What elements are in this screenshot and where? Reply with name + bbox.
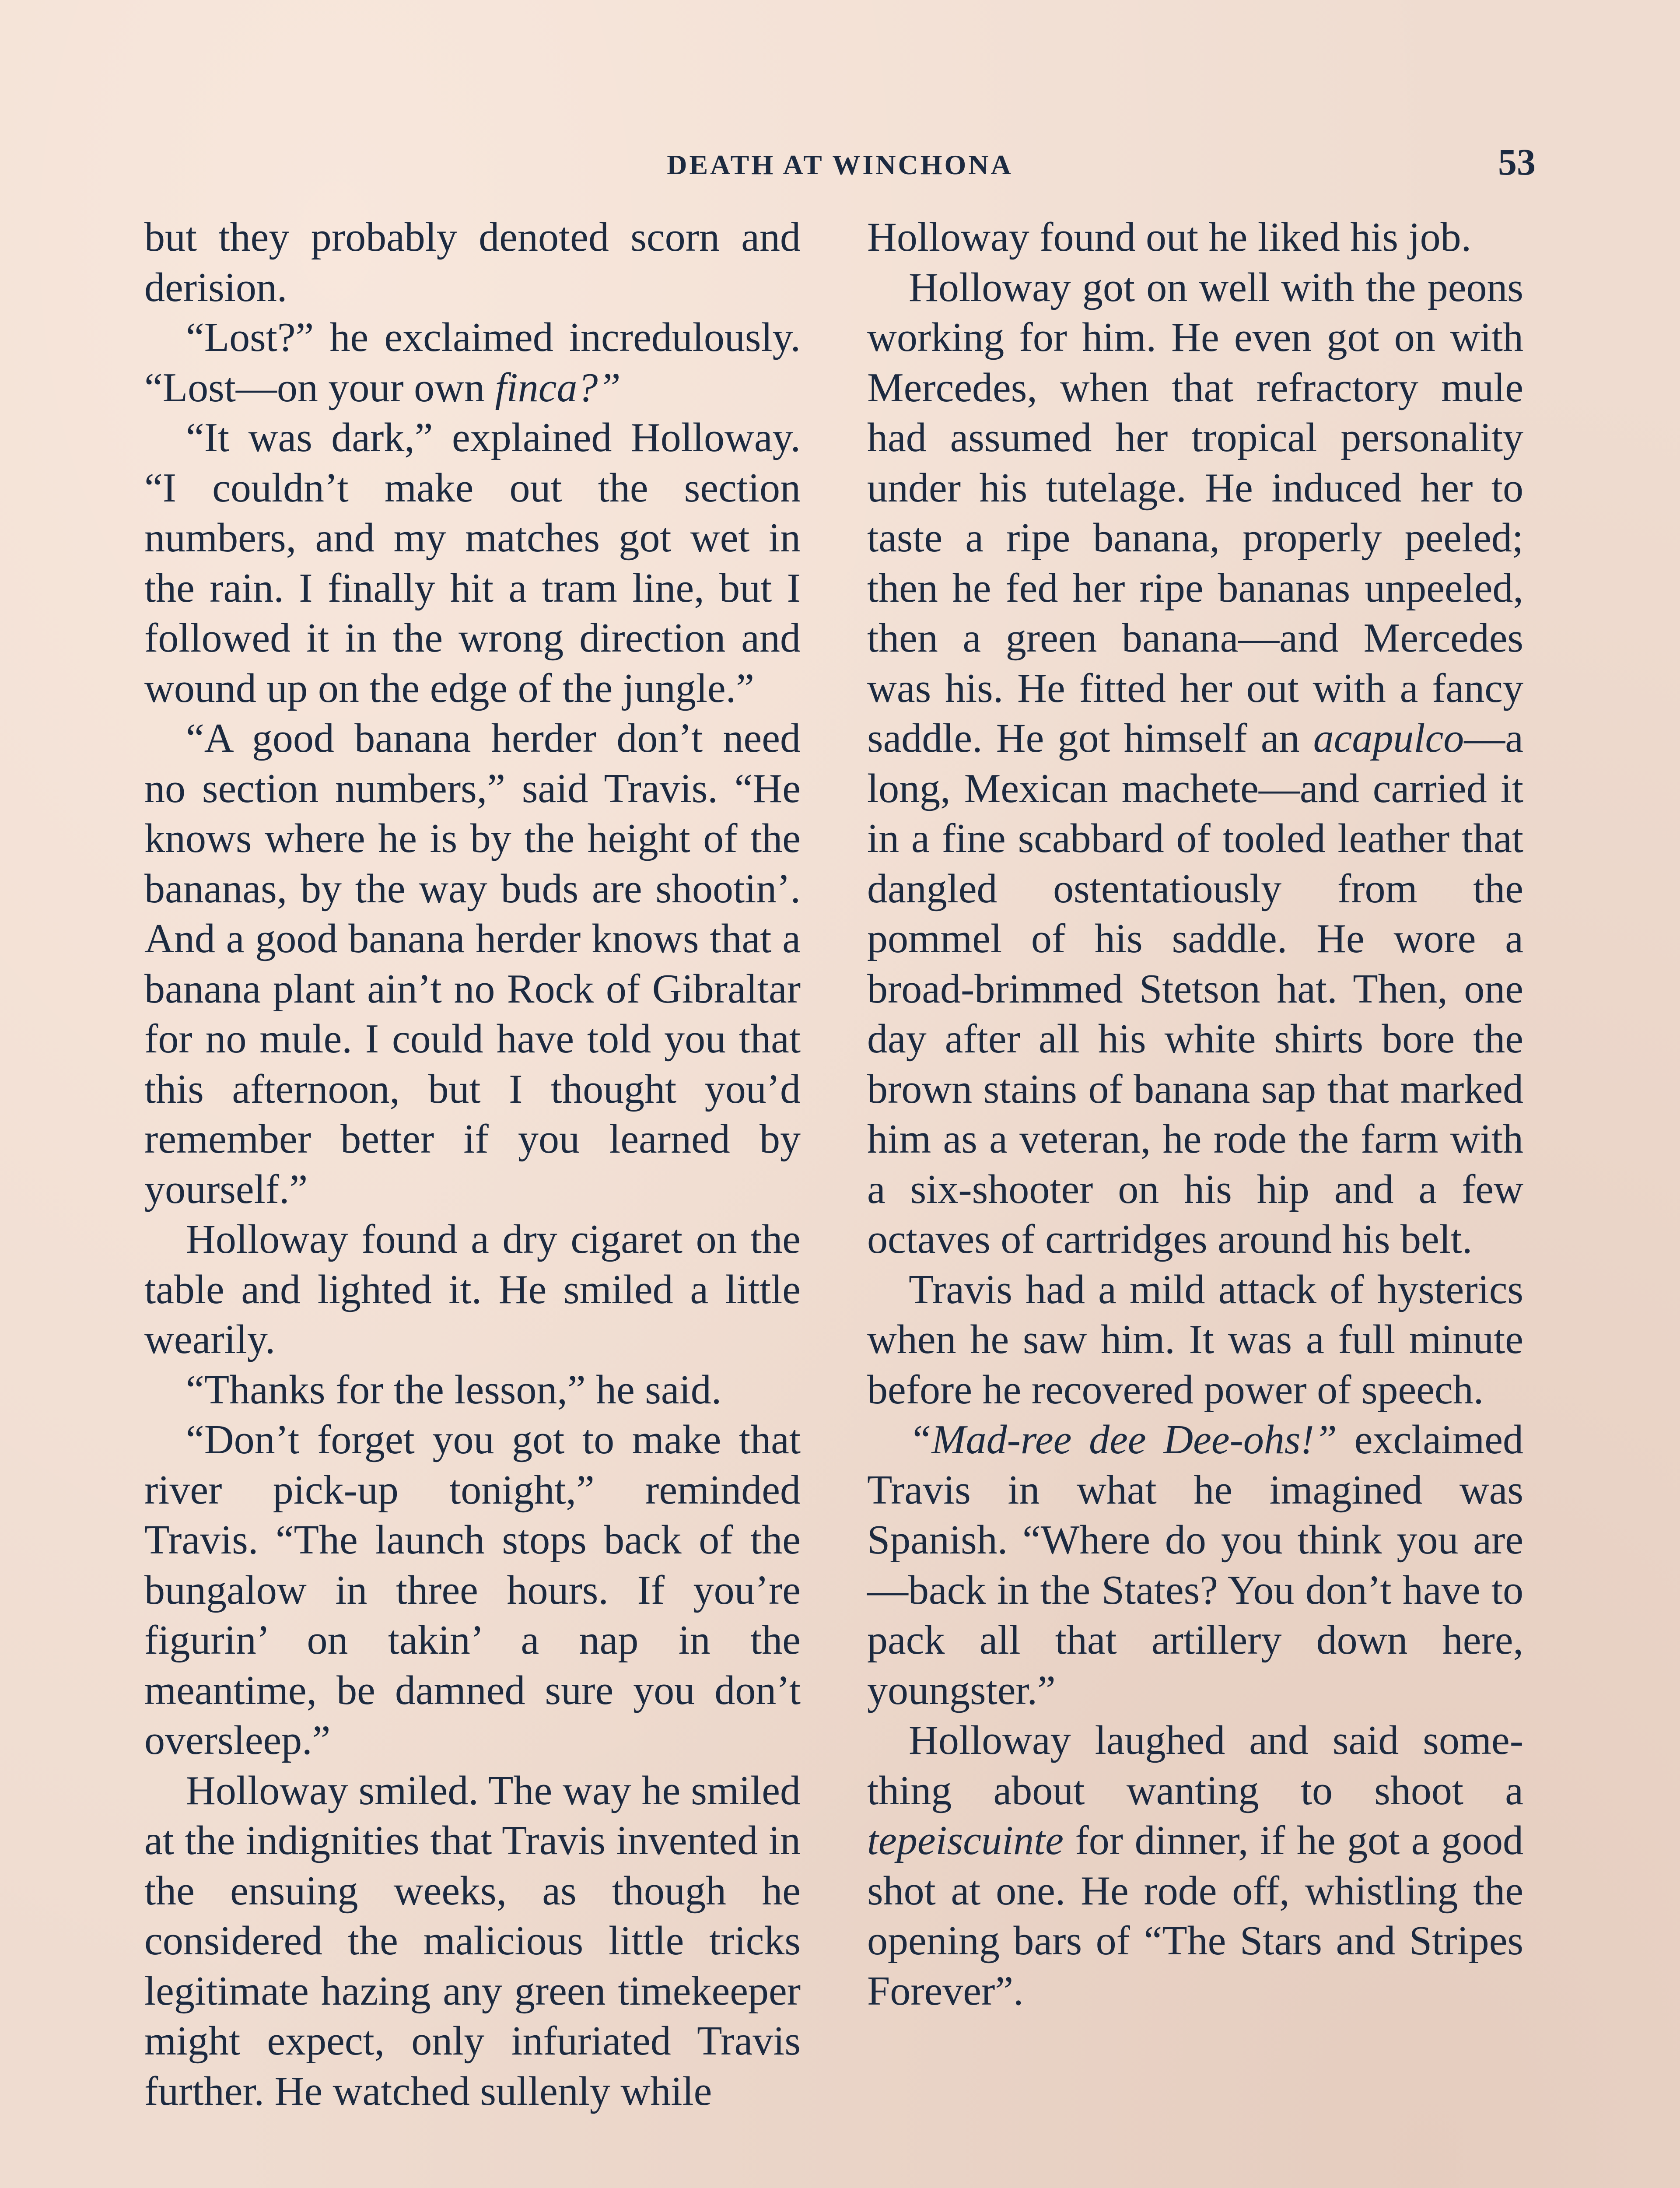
text-run: exclaimed Travis in what he imagined was Spanish. “Where do you think you are—back in the States? You don’t have to pack all that artillery down here, youngster.” bbox=[867, 1417, 1523, 1713]
left-column bbox=[144, 212, 801, 2116]
paragraph bbox=[144, 713, 801, 1214]
text-run: “Thanks for the lesson,” he said. bbox=[186, 1367, 722, 1413]
paragraph bbox=[144, 212, 801, 312]
page-number: 53 bbox=[1498, 141, 1536, 183]
page-header bbox=[144, 140, 1536, 193]
text-run: “Lost?” he exclaimed incredulously. “Lost—on your own bbox=[144, 315, 801, 410]
italic-text: acapulco bbox=[1313, 715, 1464, 761]
text-run: Holloway laughed and said something about wanting to shoot a bbox=[867, 1718, 1523, 1813]
text-run: for dinner, if he got a good shot at one. He rode off, whistling the opening bars of “The Stars and Stripes Forever”. bbox=[867, 1818, 1523, 2014]
right-column bbox=[867, 212, 1523, 2016]
text-run: Holloway got on well with the peons working for him. He even got on with Mercedes, when that refractory mule had assumed her tropical personality under his tutelage. He induced her to taste a ripe banana, properly peeled; then he fed her ripe bananas unpeeled, then a green banana—and Mercedes was his. He fitted her out with a fancy saddle. He got himself an bbox=[867, 264, 1523, 761]
paragraph bbox=[867, 263, 1523, 1265]
italic-text: “Mad-ree dee Dee-ohs!” bbox=[909, 1417, 1337, 1462]
text-run: Holloway found a dry cigaret on the table and lighted it. He smiled a little wearily. bbox=[144, 1217, 801, 1362]
paragraph bbox=[867, 212, 1523, 263]
text-run: “A good banana herder don’t need no section numbers,” said Travis. “He knows where he is by the height of the bananas, by the way buds are shootin’. And a good banana herder knows that a banana plant ain’t no Rock of Gibraltar for no mule. I could have told you that this afternoon, but I thought you’d remember better if you learned by yourself.” bbox=[144, 715, 801, 1212]
text-run: Holloway found out he liked his job. bbox=[867, 214, 1472, 260]
text-run: —a long, Mexican machete—and carried it in a fine scabbard of tooled leather that dangled ostentatiously from the pommel of his saddle. He wore a broad-brimmed Stetson hat. Then, one day after all his white shirts bore the brown stains of banana sap that marked him as a veteran, he rode the farm with a six-shooter on his hip and a few octaves of cartridges around his belt. bbox=[867, 715, 1523, 1262]
italic-text: tepeiscuinte bbox=[867, 1818, 1064, 1863]
paragraph bbox=[144, 1766, 801, 2117]
paragraph bbox=[867, 1415, 1523, 1715]
text-run: Travis had a mild attack of hysterics when he saw him. It was a full minute before he recovered power of speech. bbox=[867, 1266, 1523, 1413]
paragraph bbox=[144, 1365, 801, 1415]
paragraph bbox=[867, 1715, 1523, 2016]
text-run: “Don’t forget you got to make that river pick-up tonight,” reminded Travis. “The launch stops back of the bungalow in three hours. If you’re figurin’ on takin’ a nap in the meantime, be damned sure you don’t oversleep.” bbox=[144, 1417, 801, 1763]
paragraph bbox=[144, 1214, 801, 1365]
italic-text: finca?” bbox=[495, 365, 621, 410]
paragraph bbox=[144, 1415, 801, 1766]
text-run: but they probably denoted scorn and derision. bbox=[144, 214, 801, 310]
paragraph bbox=[144, 312, 801, 413]
text-run: Holloway smiled. The way he smiled at the indignities that Travis invented in the ensuing weeks, as though he considered the malicious little tricks legitimate hazing any green timekeeper might expect, only infuriated Travis further. He watched sullenly while bbox=[144, 1767, 801, 2114]
paragraph bbox=[144, 413, 801, 713]
text-run: “It was dark,” explained Holloway. “I couldn’t make out the section numbers, and my matches got wet in the rain. I finally hit a tram line, but I followed it in the wrong direction and wound up on the edge of the jungle.” bbox=[144, 415, 801, 711]
running-title: DEATH AT WINCHONA bbox=[667, 149, 1013, 180]
paragraph bbox=[867, 1265, 1523, 1415]
